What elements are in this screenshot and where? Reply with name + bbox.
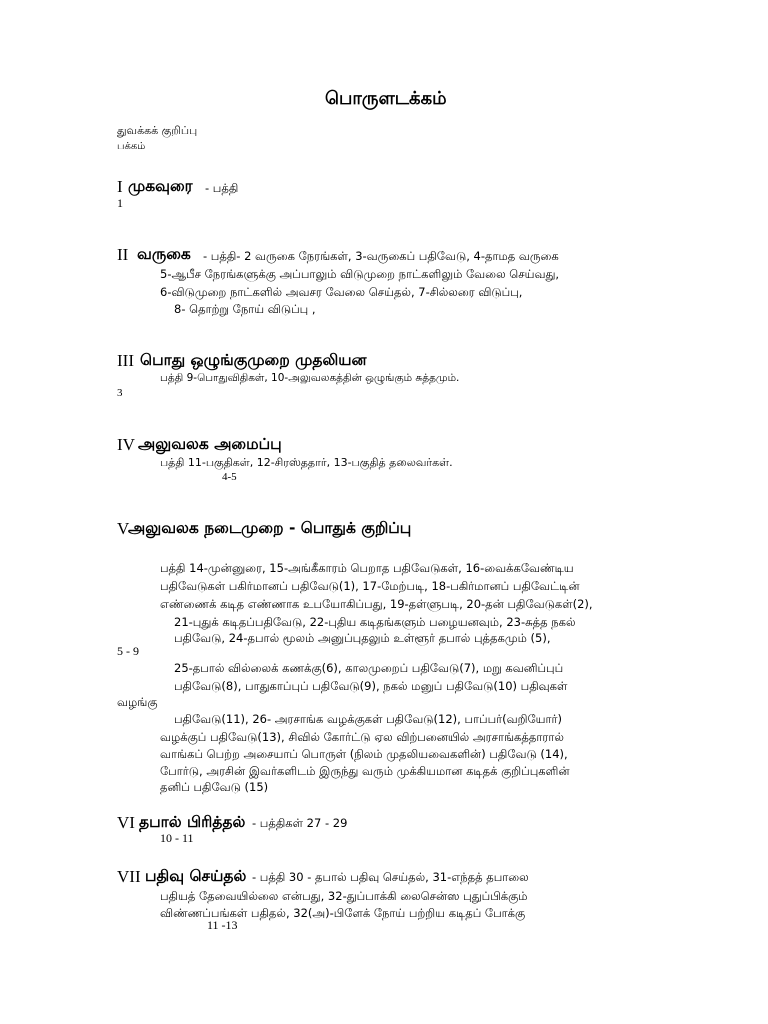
section-roman: IV [117, 435, 135, 454]
section-line: 6-விடுமுறை நாட்களில் அவசர வேலை செய்தல், 7-சில்லரை விடுப்பு, [160, 285, 523, 299]
section-page-number: 4-5 [222, 471, 237, 483]
section-line: பத்தி 14-முன்னுரை, 15-அங்கீகாரம் பெறாத பதிவேடுகள், 16-வைக்கவேண்டிய [160, 561, 574, 575]
section-line: பத்தி 9-பொதுவிதிகள், 10-அலுவலகத்தின் ஒழுங்கும் சுத்தமும். [160, 372, 460, 384]
section-line: 21-புதுக் கடிதப்பதிவேடு, 22-புதிய கடிதங்களும் பழையனவும், 23-சுத்த நகல் [174, 615, 576, 629]
section-heading: பொது ஒழுங்குமுறை முதலியன [140, 351, 367, 369]
section-line: 25-தபால் வில்லைக் கணக்கு(6), காலமுறைப் பதிவேடு(7), மறு கவனிப்புப் [174, 661, 564, 675]
section-line: போர்டு, அரசின் இவர்களிடம் இருந்து வரும் முக்கியமான கடிதக் குறிப்புகளின் [160, 764, 570, 778]
section-heading: முகவுரை [128, 177, 193, 195]
section-line: பதிவேடு, 24-தபால் மூலம் அனுப்புதலும் உள்ளூர் தபால் புத்தகமும் (5), [174, 631, 551, 645]
section-page-number: 3 [117, 387, 123, 399]
section-tail: - பத்திகள் 27 - 29 [252, 816, 348, 830]
section-roman: VI [117, 813, 135, 832]
section-heading: அலுவலக அமைப்பு [138, 435, 282, 453]
section-line: 8- தொற்று நோய் விடுப்பு , [174, 302, 316, 316]
page-title: பொருளடக்கம் [325, 88, 447, 109]
section-roman: V [117, 519, 130, 538]
section-page-number: 11 -13 [207, 918, 238, 932]
section-heading: வருகை [137, 245, 191, 263]
section-roman: I [117, 177, 123, 196]
section-heading: தபால் பிரித்தல் [139, 813, 246, 831]
section-line: பதியத் தேவையில்லை என்பது, 32-துப்பாக்கி லைசென்ஸ புதுப்பிக்கும் [160, 889, 528, 903]
section-page-number: 10 - 11 [160, 831, 194, 845]
section-tail: - பத்தி- 2 வருகை நேரங்கள், 3-வருகைப் பதிவேடு, 4-தாமத வருகை [203, 249, 559, 263]
section-line: பதிவேடுகள் பகிர்மானப் பதிவேடு(1), 17-மேற்படி, 18-பகிர்மானப் பதிவேட்டின் [160, 579, 580, 593]
section-heading: அலுவலக நடைமுறை - பொதுக் குறிப்பு [128, 519, 412, 537]
section-tail: - பத்தி 30 - தபால் பதிவு செய்தல், 31-எந்தத் தபாலை [252, 870, 529, 884]
section-page-number: 1 [117, 196, 123, 210]
section-line: எண்ணைக் கடித எண்ணாக உபயோகிப்பது, 19-தள்ளுபடி, 20-தன் பதிவேடுகள்(2), [160, 597, 593, 611]
preface-label: துவக்கக் குறிப்பு [117, 124, 198, 137]
section-page-number: 5 - 9 [117, 644, 139, 658]
section-line: பதிவேடு(11), 26- அரசாங்க வழக்குகள் பதிவேடு(12), பாப்பர்(வறியோர்) [174, 712, 563, 726]
section-line: விண்ணப்பங்கள் பதிதல், 32(அ)-பிளேக் நோய் பற்றிய கடிதப் போக்கு [160, 906, 526, 920]
section-roman: III [117, 351, 134, 370]
section-line: 5-ஆபீச நேரங்களுக்கு அப்பாலும் விடுமுறை நாட்களிலும் வேலை செய்வது, [160, 267, 560, 281]
page-column-label: பக்கம் [117, 141, 146, 152]
section-tail: - பத்தி [205, 181, 239, 195]
section-line: பத்தி 11-பகுதிகள், 12-சிரஸ்ததார், 13-பகுதித் தலைவர்கள். [160, 456, 453, 469]
section-heading: பதிவு செய்தல் [145, 867, 247, 885]
section-roman: II [117, 245, 129, 264]
section-line: தனிப் பதிவேடு (15) [160, 780, 269, 794]
section-line: வாங்கப் பெற்ற அசையாப் பொருள் (நிலம் முதலியவைகளின்) பதிவேடு (14), [160, 747, 568, 761]
section-roman: VII [117, 867, 141, 886]
section-line: பதிவேடு(8), பாதுகாப்புப் பதிவேடு(9), நகல் மனுப் பதிவேடு(10) பதிவுகள் [174, 679, 568, 693]
section-line: வழக்குப் பதிவேடு(13), சிவில் கோர்ட்டு ஏல விற்பனையில் அரசாங்கத்தாரால் [160, 730, 564, 744]
section-line: வழங்கு [117, 695, 158, 709]
